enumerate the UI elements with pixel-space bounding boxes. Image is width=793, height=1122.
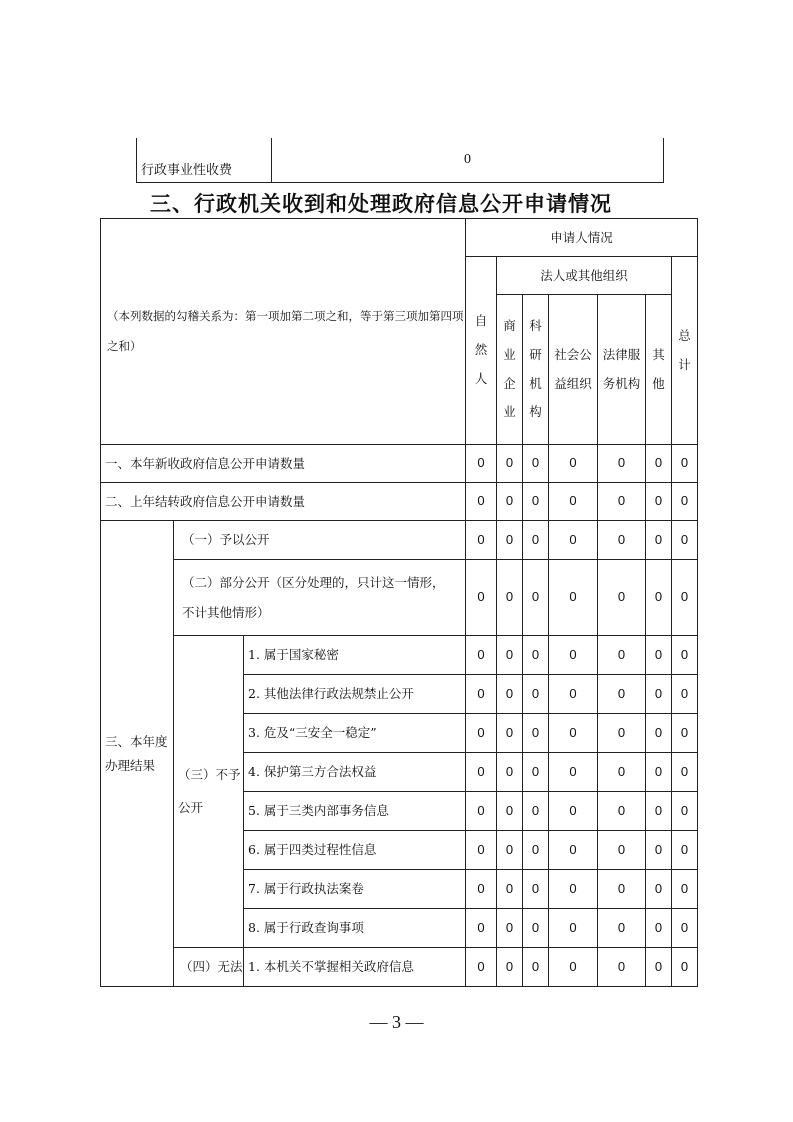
cell: 0: [672, 445, 698, 483]
cell: 0: [466, 948, 497, 987]
cell: 0: [497, 792, 523, 831]
cell: 0: [646, 870, 672, 909]
table-row: [101, 445, 698, 483]
cell: 0: [497, 714, 523, 753]
cell: 0: [598, 445, 646, 483]
cell: 0: [598, 948, 646, 987]
cell: 0: [497, 831, 523, 870]
row-label: 5. 属于三类内部事务信息: [244, 792, 466, 831]
header-row-1: [101, 219, 698, 257]
cell: 0: [598, 753, 646, 792]
section3-label: 三、本年度 办理结果: [101, 521, 174, 987]
fee-value: 0: [272, 138, 664, 183]
row-label: 1. 属于国家秘密: [244, 636, 466, 675]
fee-table: [136, 138, 664, 183]
cell: 0: [549, 948, 598, 987]
header-applicant: 申请人情况: [466, 219, 698, 257]
header-social: 社会公 益组织: [549, 295, 598, 445]
section-title: 三、行政机关收到和处理政府信息公开申请情况: [150, 192, 612, 216]
cell: 0: [672, 714, 698, 753]
table-row: [101, 521, 698, 560]
cell: 0: [466, 909, 497, 948]
page-number: — 3 —: [369, 1012, 424, 1032]
cell: 0: [549, 792, 598, 831]
cell: 0: [523, 909, 549, 948]
cell: 0: [646, 948, 672, 987]
cell: 0: [549, 909, 598, 948]
cell: 0: [549, 560, 598, 636]
row-label: 2. 其他法律行政法规禁止公开: [244, 675, 466, 714]
header-commercial: 商 业 企 业: [497, 295, 523, 445]
cell: 0: [646, 753, 672, 792]
r4-label: （四）无法: [174, 948, 244, 987]
cell: 0: [598, 831, 646, 870]
row-label: 二、上年结转政府信息公开申请数量: [101, 483, 466, 521]
cell: 0: [549, 675, 598, 714]
header-total: 总 计: [672, 257, 698, 445]
cell: 0: [598, 560, 646, 636]
cell: 0: [549, 714, 598, 753]
cell: 0: [646, 445, 672, 483]
table-row: [101, 636, 698, 675]
cell: 0: [549, 870, 598, 909]
cell: 0: [466, 753, 497, 792]
row-label: 3. 危及“三安全一稳定”: [244, 714, 466, 753]
row-label: 7. 属于行政执法案卷: [244, 870, 466, 909]
cell: 0: [466, 675, 497, 714]
cell: 0: [466, 636, 497, 675]
cell: 0: [672, 675, 698, 714]
cell: 0: [646, 675, 672, 714]
cell: 0: [466, 831, 497, 870]
cell: 0: [646, 636, 672, 675]
cell: 0: [672, 909, 698, 948]
cell: 0: [497, 483, 523, 521]
cell: 0: [466, 714, 497, 753]
cell: 0: [598, 636, 646, 675]
cell: 0: [497, 909, 523, 948]
cell: 0: [549, 483, 598, 521]
header-legal-group: 法人或其他组织: [497, 257, 672, 295]
cell: 0: [672, 483, 698, 521]
cell: 0: [598, 483, 646, 521]
cell: 0: [672, 831, 698, 870]
cell: 0: [672, 792, 698, 831]
cell: 0: [549, 521, 598, 560]
cell: 0: [497, 870, 523, 909]
cell: 0: [672, 560, 698, 636]
cell: 0: [672, 521, 698, 560]
row-label: 4. 保护第三方合法权益: [244, 753, 466, 792]
cell: 0: [497, 560, 523, 636]
cell: 0: [646, 714, 672, 753]
cell: 0: [646, 792, 672, 831]
header-legal-service: 法律服 务机构: [598, 295, 646, 445]
cell: 0: [646, 909, 672, 948]
cell: 0: [672, 870, 698, 909]
fee-label: 行政事业性收费: [137, 138, 272, 183]
cell: 0: [523, 714, 549, 753]
cell: 0: [646, 831, 672, 870]
header-other: 其 他: [646, 295, 672, 445]
cell: 0: [672, 753, 698, 792]
cell: 0: [466, 483, 497, 521]
header-research: 科 研 机 构: [523, 295, 549, 445]
cell: 0: [598, 675, 646, 714]
cell: 0: [646, 560, 672, 636]
cell: 0: [598, 792, 646, 831]
cell: 0: [497, 636, 523, 675]
cell: 0: [549, 831, 598, 870]
cell: 0: [549, 636, 598, 675]
cell: 0: [523, 521, 549, 560]
cell: 0: [466, 870, 497, 909]
cell: 0: [523, 948, 549, 987]
cell: 0: [523, 483, 549, 521]
cell: 0: [497, 521, 523, 560]
cell: 0: [672, 636, 698, 675]
cell: 0: [646, 521, 672, 560]
cell: 0: [549, 753, 598, 792]
row-label: （一）予以公开: [174, 521, 466, 560]
row-label: 1. 本机关不掌握相关政府信息: [244, 948, 466, 987]
table-row: [101, 560, 698, 636]
cell: 0: [646, 483, 672, 521]
cell: 0: [598, 909, 646, 948]
cell: 0: [466, 792, 497, 831]
cell: 0: [598, 870, 646, 909]
cell: 0: [598, 521, 646, 560]
cell: 0: [466, 560, 497, 636]
cell: 0: [523, 445, 549, 483]
table-row: [101, 483, 698, 521]
cell: 0: [598, 714, 646, 753]
cell: 0: [523, 753, 549, 792]
header-natural-person: 自 然 人: [466, 257, 497, 445]
cell: 0: [497, 948, 523, 987]
row-label: 6. 属于四类过程性信息: [244, 831, 466, 870]
row-label: （二）部分公开（区分处理的，只计这一情形， 不计其他情形）: [174, 560, 466, 636]
fee-row: [137, 138, 664, 183]
cell: 0: [523, 560, 549, 636]
cell: 0: [466, 521, 497, 560]
cell: 0: [497, 753, 523, 792]
header-note: （本列数据的勾稽关系为：第一项加第二项之和，等于第三项加第四项之和）: [101, 219, 466, 445]
cell: 0: [497, 675, 523, 714]
cell: 0: [466, 445, 497, 483]
application-table: [100, 218, 698, 987]
cell: 0: [672, 948, 698, 987]
row-label: 一、本年新收政府信息公开申请数量: [101, 445, 466, 483]
cell: 0: [549, 445, 598, 483]
r3-label: （三）不予 公开: [174, 636, 244, 948]
cell: 0: [523, 636, 549, 675]
row-label: 8. 属于行政查询事项: [244, 909, 466, 948]
cell: 0: [497, 445, 523, 483]
table-row: [101, 948, 698, 987]
cell: 0: [523, 870, 549, 909]
cell: 0: [523, 675, 549, 714]
cell: 0: [523, 792, 549, 831]
cell: 0: [523, 831, 549, 870]
